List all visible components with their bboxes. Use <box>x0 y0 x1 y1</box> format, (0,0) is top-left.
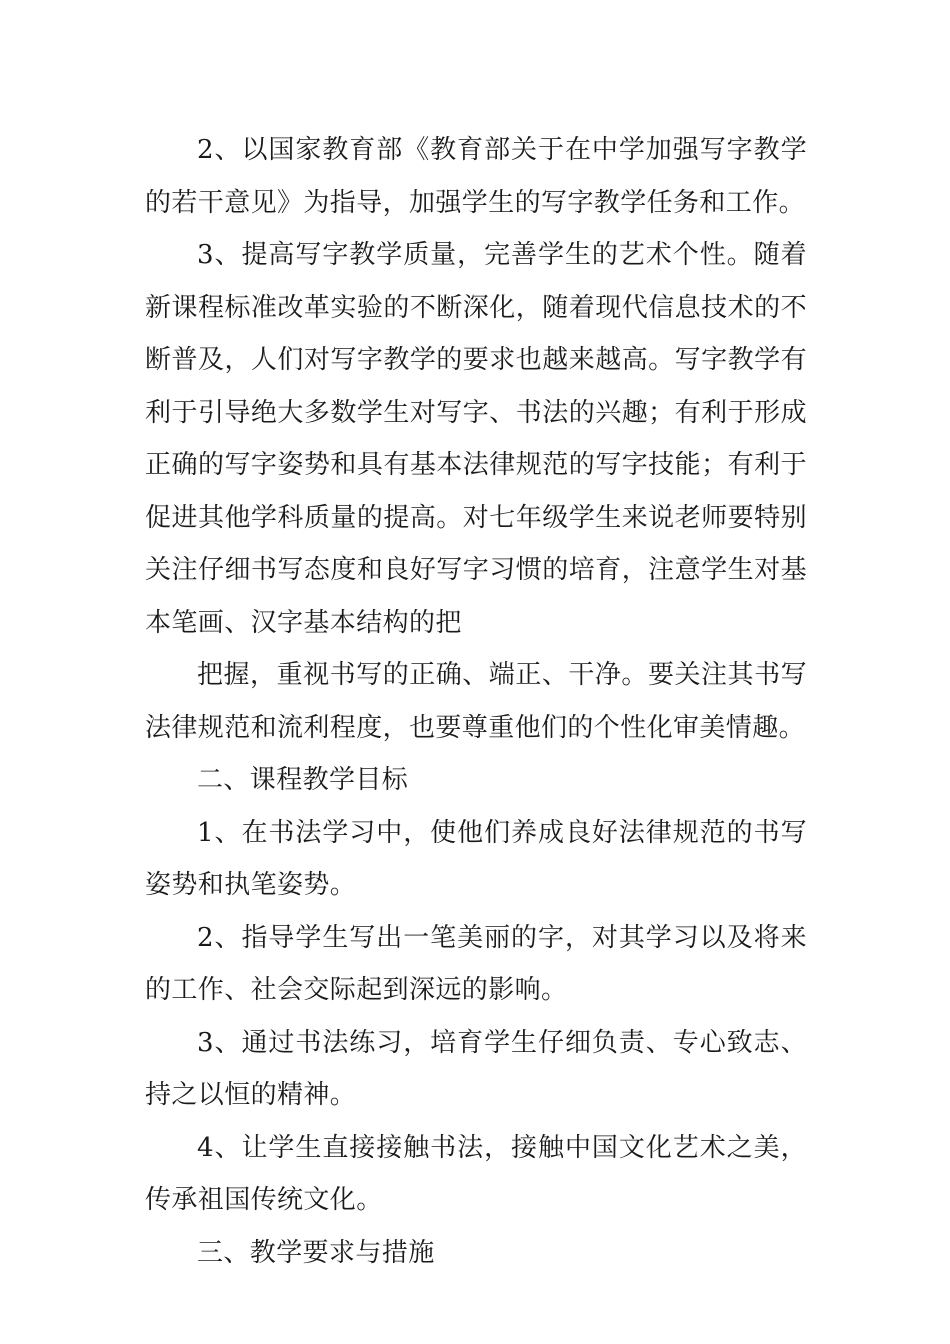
paragraph-goal-2: 2、指导学生写出一笔美丽的字，对其学习以及将来的工作、社会交际起到深远的影响。 <box>145 922 807 1005</box>
section-heading-goals: 二、课程教学目标 <box>197 765 409 795</box>
paragraph-quality: 3、提高写字教学质量，完善学生的艺术个性。随着新课程标准改革实验的不断深化，随着现代信息技术的不断普及，人们对写字教学的要求也越来越高。写字教学有利于引导绝大多数学生对写字、书法的兴趣；有利于形成正确的写字姿势和具有基本法律规范的写字技能；有利于促进其他学科质量的提高。对七年级学生来说老师要特别关注仔细书写态度和良好写字习惯的培育，注意学生对基本笔画、汉字基本结构的把 <box>145 240 807 638</box>
paragraph-guidance: 2、以国家教育部《教育部关于在中学加强写字教学的若干意见》为指导，加强学生的写字教学任务和工作。 <box>145 135 807 218</box>
document-body <box>145 124 807 1279</box>
paragraph-goal-4: 4、让学生直接接触书法，接触中国文化艺术之美，传承祖国传统文化。 <box>145 1132 807 1215</box>
paragraph-goal-3: 3、通过书法练习，培育学生仔细负责、专心致志、持之以恒的精神。 <box>145 1027 807 1110</box>
section-heading-requirements: 三、教学要求与措施 <box>197 1237 435 1268</box>
paragraph-grasp: 把握，重视书写的正确、端正、干净。要关注其书写法律规范和流利程度，也要尊重他们的个性化审美情趣。 <box>145 660 807 743</box>
paragraph-goal-1: 1、在书法学习中，使他们养成良好法律规范的书写姿势和执笔姿势。 <box>145 817 807 900</box>
